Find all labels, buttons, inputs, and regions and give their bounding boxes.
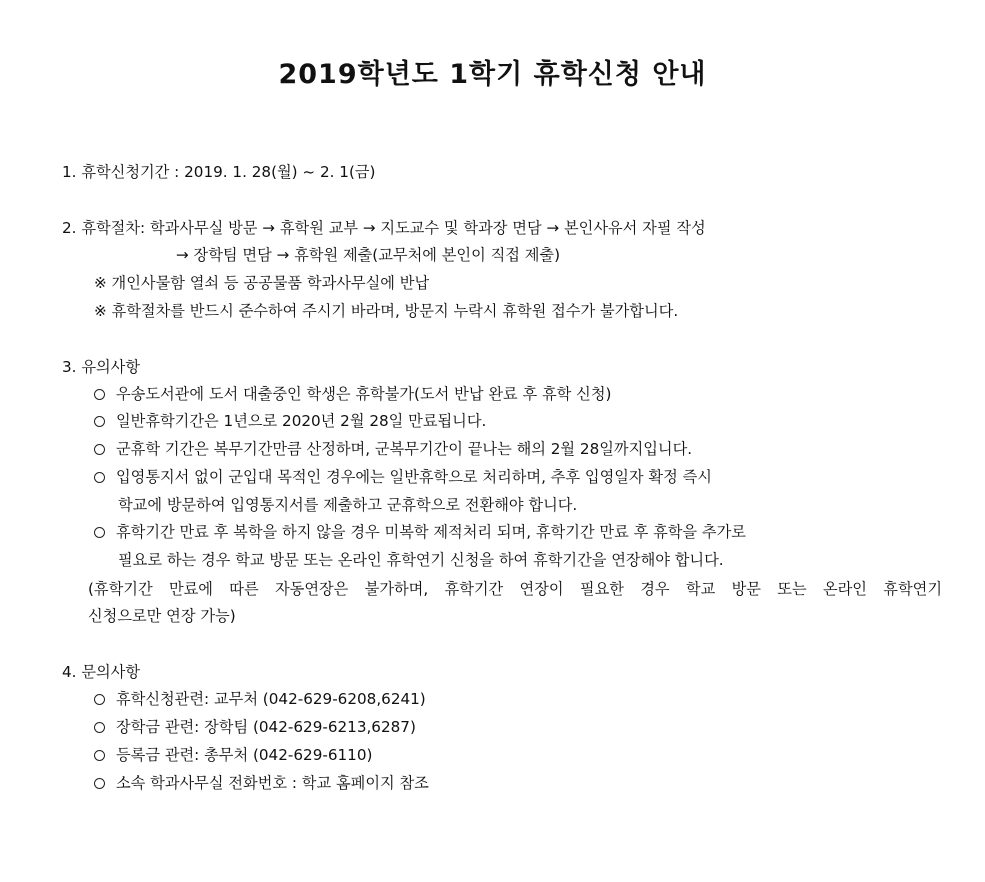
contact-item-scholarship-text: 장학금 관련: 장학팀 (042-629-6213,6287) (116, 718, 416, 736)
notes-item-general-leave-text: 일반휴학기간은 1년으로 2020년 2월 28일 만료됩니다. (116, 412, 487, 430)
notes-item-expiry-text: 휴학기간 만료 후 복학을 하지 않을 경우 미복학 제적처리 되며, 휴학기간 만료 후 휴학을 추가로 (116, 523, 746, 541)
application-period: 1. 휴학신청기간 : 2019. 1. 28(월) ~ 2. 1(금) (62, 163, 376, 181)
notes-item-military-leave-text: 군휴학 기간은 복무기간만큼 산정하며, 군복무기간이 끝나는 해의 2월 28일까지입니다. (116, 440, 693, 458)
contact-item-academic (94, 689, 426, 709)
procedure-line-2: → 장학팀 면담 → 휴학원 제출(교무처에 본인이 직접 제출) (176, 246, 561, 264)
contact-item-department-text: 소속 학과사무실 전화번호 : 학교 홈페이지 참조 (116, 774, 429, 792)
notes-item-expiry (94, 522, 746, 542)
notes-paren-line-1: (휴학기간 만료에 따른 자동연장은 불가하며, 휴학기간 연장이 필요한 경우 학교 방문 또는 온라인 휴학연기 (88, 580, 942, 598)
notes-item-enlistment-cont: 학교에 방문하여 입영통지서를 제출하고 군휴학으로 전환해야 합니다. (118, 496, 578, 514)
circle-bullet-icon (94, 416, 105, 427)
contact-item-tuition-text: 등록금 관련: 총무처 (042-629-6110) (116, 746, 373, 764)
circle-bullet-icon (94, 389, 105, 400)
circle-bullet-icon (94, 750, 105, 761)
contact-item-tuition (94, 745, 372, 765)
circle-bullet-icon (94, 694, 105, 705)
notes-paren-line-2: 신청으로만 연장 가능) (88, 607, 236, 625)
contact-heading: 4. 문의사항 (62, 663, 141, 681)
circle-bullet-icon (94, 472, 105, 483)
contact-item-scholarship (94, 717, 416, 737)
procedure-note-compliance: ※ 휴학절차를 반드시 준수하여 주시기 바라며, 방문지 누락시 휴학원 접수가 불가합니다. (94, 302, 679, 320)
procedure-line-1: 2. 휴학절차: 학과사무실 방문 → 휴학원 교부 → 지도교수 및 학과장 면담 → 본인사유서 자필 작성 (62, 219, 706, 237)
page-title: 2019학년도 1학기 휴학신청 안내 (278, 59, 707, 90)
procedure-note-locker: ※ 개인사물함 열쇠 등 공공물품 학과사무실에 반납 (94, 274, 430, 292)
contact-item-academic-text: 휴학신청관련: 교무처 (042-629-6208,6241) (116, 690, 426, 708)
notes-heading: 3. 유의사항 (62, 358, 141, 376)
circle-bullet-icon (94, 778, 105, 789)
notes-item-enlistment (94, 467, 712, 487)
notes-item-library-text: 우송도서관에 도서 대출중인 학생은 휴학불가(도서 반납 완료 후 휴학 신청) (116, 385, 612, 403)
circle-bullet-icon (94, 527, 105, 538)
notes-item-expiry-cont: 필요로 하는 경우 학교 방문 또는 온라인 휴학연기 신청을 하여 휴학기간을 연장해야 합니다. (118, 551, 724, 569)
contact-item-department (94, 773, 429, 793)
notes-item-general-leave (94, 411, 486, 431)
notes-item-military-leave (94, 439, 692, 459)
notes-item-library (94, 384, 611, 404)
circle-bullet-icon (94, 444, 105, 455)
circle-bullet-icon (94, 722, 105, 733)
notes-item-enlistment-text: 입영통지서 없이 군입대 목적인 경우에는 일반휴학으로 처리하며, 추후 입영일자 확정 즉시 (116, 468, 712, 486)
